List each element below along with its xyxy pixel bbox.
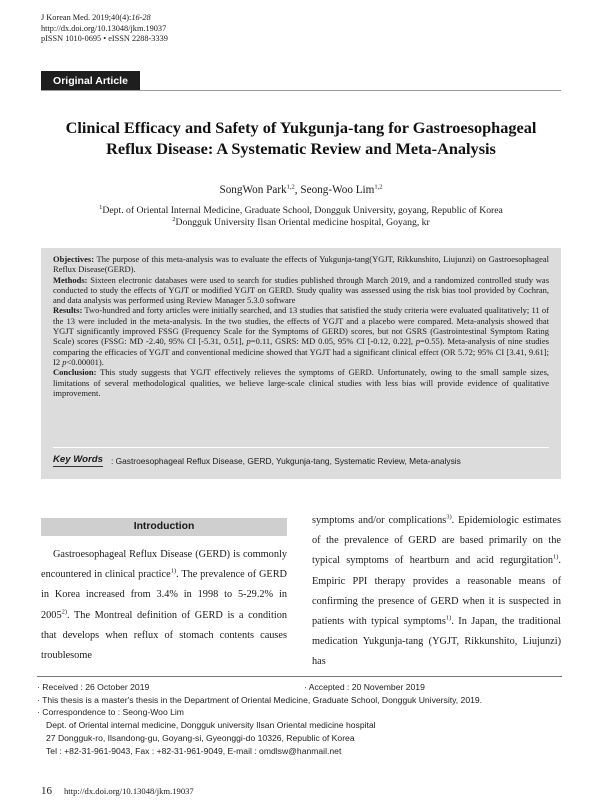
citation-sup[interactable]: 3)	[446, 513, 452, 521]
author-list	[41, 184, 561, 196]
page-footer	[41, 785, 194, 797]
body-paragraph: symptoms and/or complications$^{3)}$. Epidemiologic estimates of the prevalence of GERD are based primarily on the typical symptoms of heartburn and acid regurgitation$^{1)}$. Empiric PPI therapy provides a reasonable means of confirming the presence of GERD when it is suspected in patients with typical symptoms$^{1)}$. In Japan, the traditional medication Yukgunja-tang (YGJT, Rikkunshito, Liujunzi) has	[312, 513, 561, 668]
keywords-label: Key Words	[53, 455, 103, 467]
affiliation-list	[41, 205, 561, 230]
citation-sup[interactable]: 1)	[553, 553, 559, 561]
accepted-date: · Accepted : 20 November 2019	[304, 682, 425, 692]
author-affiliation-sup: 1,2	[286, 183, 295, 191]
author-affiliation-sup: 1,2	[374, 183, 383, 191]
article-type-badge: Original Article	[41, 71, 140, 90]
correspondence-contact[interactable]: Tel : +82-31-961-9043, Fax : +82-31-961-9049, E-mail : omdlsw@hanmail.net	[46, 745, 342, 756]
article-notes	[37, 676, 562, 757]
abstract-conclusion: Conclusion: This study suggests that YGJT effectively relieves the symptoms of GERD. Unfortunately, owing to the small sample sizes, limitations of several methodological qualities, we believe large-scale clinical studies with less bias will provide evidence of qualitative improvement.	[53, 367, 549, 398]
abstract-methods: Methods: Sixteen electronic databases were used to search for studies published through March 2019, and a randomized controlled study was conducted to study the effects of YGJT or modified YGJT on GERD. Study quality was assessed using the risk bias tool provided by Cochran, and data analysis was performed using Review Manager 5.3.0 software	[53, 274, 549, 306]
author-separator: ,	[294, 184, 301, 196]
journal-citation: J Korean Med. 2019;40(4):	[41, 13, 132, 22]
affiliation-item: $^2$Dongguk University Ilsan Oriental medicine hospital, Goyang, kr	[172, 216, 430, 229]
author-name: SongWon Park	[219, 184, 287, 196]
journal-header	[41, 13, 168, 45]
abstract-objectives: Objectives: The purpose of this meta-analysis was to evaluate the effects of Yukgunja-tang(YGJT, Rikkunshito, Liujunzi) on Gastroesophageal Reflux Disease(GERD).	[53, 254, 549, 275]
keywords-divider	[53, 447, 549, 448]
keywords-row	[53, 455, 553, 467]
body-column-right	[312, 511, 561, 673]
author-name: Seong-Woo Lim	[300, 184, 375, 196]
correspondence-address: 27 Dongguk-ro, Ilsandong-gu, Goyang-si, Gyeonggi-do 10326, Republic of Korea	[46, 732, 355, 743]
body-paragraph: Gastroesophageal Reflux Disease (GERD) is commonly encountered in clinical practice$^{1)}$. The prevalence of GERD in Korea increased from 3.4% in 1998 to 5-29.2% in 2005$^{2)}$. The Montreal definition of GERD is a condition that develops when reflux of stomach contents causes troublesome	[41, 549, 287, 662]
citation-sup[interactable]: 1)	[170, 567, 177, 575]
section-heading-introduction: Introduction	[41, 518, 287, 536]
correspondence-label: · Correspondence to : Seong-Woo Lim	[37, 707, 184, 718]
article-title: Clinical Efficacy and Safety of Yukgunja-tang for Gastroesophageal Reflux Disease: A Systematic Review and Meta-Analysis	[65, 118, 537, 158]
footer-doi-link[interactable]: http://dx.doi.org/10.13048/jkm.19037	[64, 786, 194, 796]
affiliation-item: $^1$Dept. of Oriental Internal Medicine, Graduate School, Dongguk University, goyang, Republic of Korea	[99, 203, 503, 216]
journal-issn: pISSN 1010-0695 • eISSN 2288-3339	[41, 34, 168, 44]
correspondence-dept: Dept. of Oriental internal medicine, Dongguk university Ilsan Oriental medicine hospital	[46, 720, 376, 731]
header-doi-link[interactable]: http://dx.doi.org/10.13048/jkm.19037	[41, 23, 167, 33]
received-date: · Received : 26 October 2019	[37, 682, 150, 692]
citation-sup[interactable]: 2)	[61, 608, 68, 616]
keywords-text: : Gastroesophageal Reflux Disease, GERD, Yukgunja-tang, Systematic Review, Meta-analysis	[110, 456, 461, 466]
page-number: 16	[41, 785, 52, 797]
citation-sup[interactable]: 1)	[445, 614, 452, 622]
thesis-note: · This thesis is a master's thesis in the Department of Oriental Medicine, Graduate School, Dongguk University, 2019.	[37, 694, 483, 705]
journal-pages: 16-28	[131, 13, 151, 22]
body-column-left	[41, 518, 287, 666]
header-divider	[41, 90, 561, 91]
abstract-results: Results: Two-hundred and forty articles were initially searched, and 13 studies that satisfied the study criteria were evaluated qualitatively; 11 of the 13 were included in the meta-analysis. In the two studies, the effects of YGJT and a placebo were compared. Meta-analysis showed that YGJT significantly improved FSSG (Frequency Scale for the Symptoms of GERD) scores, but not GSRS (Gastrointestinal Symptom Rating Scale) scores (FSSG: MD -2.40, 95% CI [-5.31, 0.51], p=0.11, GSRS: MD 0.05, 95% CI [-0.12, 0.22], p=0.55). Meta-analysis of nine studies comparing the efficacies of YGJT and conventional medicine showed that YGJT had a significant clinical effect (OR 5.72; 95% CI [3.41, 9.61]; I2 p<0.00001).	[53, 305, 549, 367]
abstract-box	[41, 248, 561, 479]
